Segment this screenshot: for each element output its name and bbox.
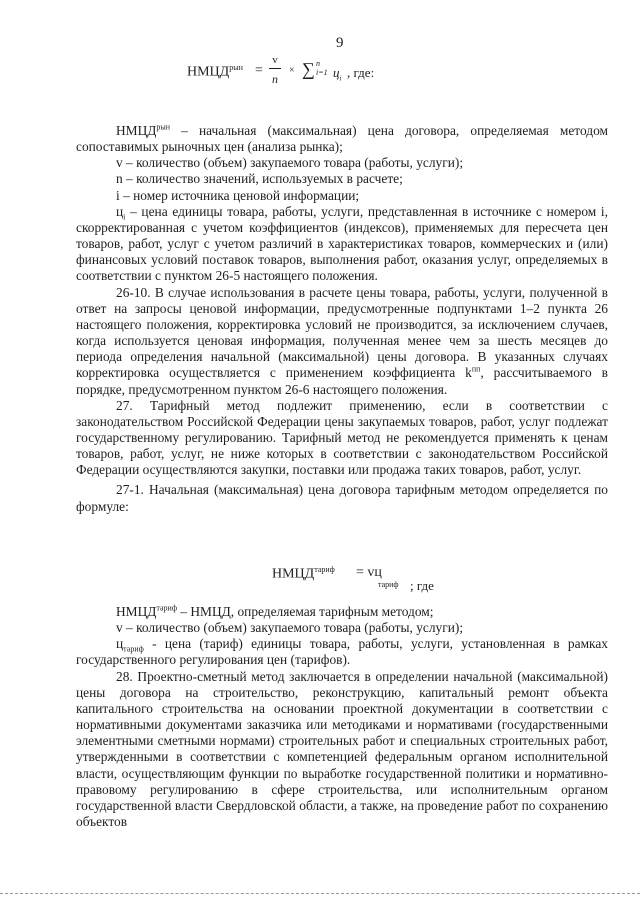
text-block-upper [76, 107, 608, 515]
formula-lhs: $НМЦД^{рын}$ [187, 63, 243, 80]
formula-fraction: v n [269, 55, 281, 85]
paragraph-27: 27. Тарифный метод подлежит применению, если в соответствии с законодательством Российской Федерации цены закупаемых товаров, работ, услуг подлежат государственному регулированию. Тарифный метод не рекомендуется применять к ценам товаров, работ, услуг, не ниже которых в соответствии с законодательством Российской Федерации осуществляются закупки, поставки или продажа таких товаров, работ, услуг. [76, 397, 608, 478]
text-block-lower [76, 604, 608, 830]
formula-tail: , где: [347, 65, 375, 80]
formula-tariff [272, 560, 472, 593]
definition-v: v – количество (объем) закупаемого товара (работы, услуги); [116, 155, 464, 171]
definition-nmcd-tariff: $НМЦД^{тариф}$ – НМЦД, определяемая тарифным методом; [116, 603, 434, 619]
paragraph-28: 28. Проектно-сметный метод заключается в определении начальной (максимальной) цены договора на строительство, реконструкцию, капитальный ремонт объекта капитального строительства на основании проектной документации в соответствии с нормативными документами заказчика или методиками и нормативами (государственными элементными сметными нормами) строительных работ и специальных строительных работ, утвержденными в соответствии с компетенцией федеральным органом исполнительной власти, осуществляющим функции по выработке государственной политики и нормативно-правовому регулированию в сфере строительства, или исполнительным органом государственной власти Свердловской области, а также, на проведение работ по сохранению объектов [76, 668, 608, 830]
paragraph-26-10: 26-10. В случае использования в расчете цены товара, работы, услуги, полученной в ответ на запросы ценовой информации, предусмотренные подпунктами 1–2 пункта 26 настоящего положения, корректировка условий не производится, за исключением случаев, когда используется ценовая информация, полученная менее чем за шесть месяцев до периода определения начальной (максимальной) цены договора. В указанных случаях корректировка осуществляется с применением коэффициента $k^{пп}$, рассчитываемого в порядке, предусмотренном пунктом 26-6 настоящего положения. [76, 284, 608, 397]
formula-equals: = [255, 63, 263, 78]
page-number: 9 [336, 35, 344, 51]
formula-tariff-sub: тариф [378, 580, 399, 589]
formula-market-price [187, 54, 417, 99]
definition-i: i – номер источника ценовой информации; [116, 187, 360, 203]
formula-tariff-rhs: = vц [356, 565, 382, 580]
formula-tariff-tail: ; где [410, 578, 434, 593]
formula-times: × [289, 65, 295, 76]
definition-nmcd-market: $НМЦД^{рын}$ – начальная (максимальная) цена договора, определяемая методом сопоставимых рыночных цен (анализа рынка); [76, 122, 608, 155]
sum-sign-icon: ∑ [302, 59, 315, 79]
formula-tariff-lhs: $НМЦД^{тариф}$ [272, 565, 335, 582]
definition-price-tariff: $ц_{тариф}$ - цена (тариф) единицы товара, работы, услуги, установленная в рамках государственного регулирования цен (тарифов). [76, 636, 608, 668]
scan-edge-line [0, 893, 640, 894]
sum-limits: n i=1 [316, 59, 328, 77]
definition-n: n – количество значений, используемых в расчете; [116, 171, 403, 187]
definition-price-i: $ц_i$ – цена единицы товара, работы, услуги, представленная в источнике с номером i, скорректированная с учетом коэффициентов (индексов), применяемых для пересчета цен товаров, работ, услуг с учетом различий в характеристиках товаров, коммерческих и (или) финансовых условий поставок товаров, выполнения работ, оказания услуг, определяемых в соответствии с пунктом 26-5 настоящего положения. [76, 203, 608, 284]
paragraph-27-1: 27-1. Начальная (максимальная) цена договора тарифным методом определяется по формуле: [76, 482, 608, 514]
definition-v-tariff: v – количество (объем) закупаемого товара (работы, услуги); [116, 620, 464, 636]
formula-term: $ц_i$ [333, 65, 342, 83]
